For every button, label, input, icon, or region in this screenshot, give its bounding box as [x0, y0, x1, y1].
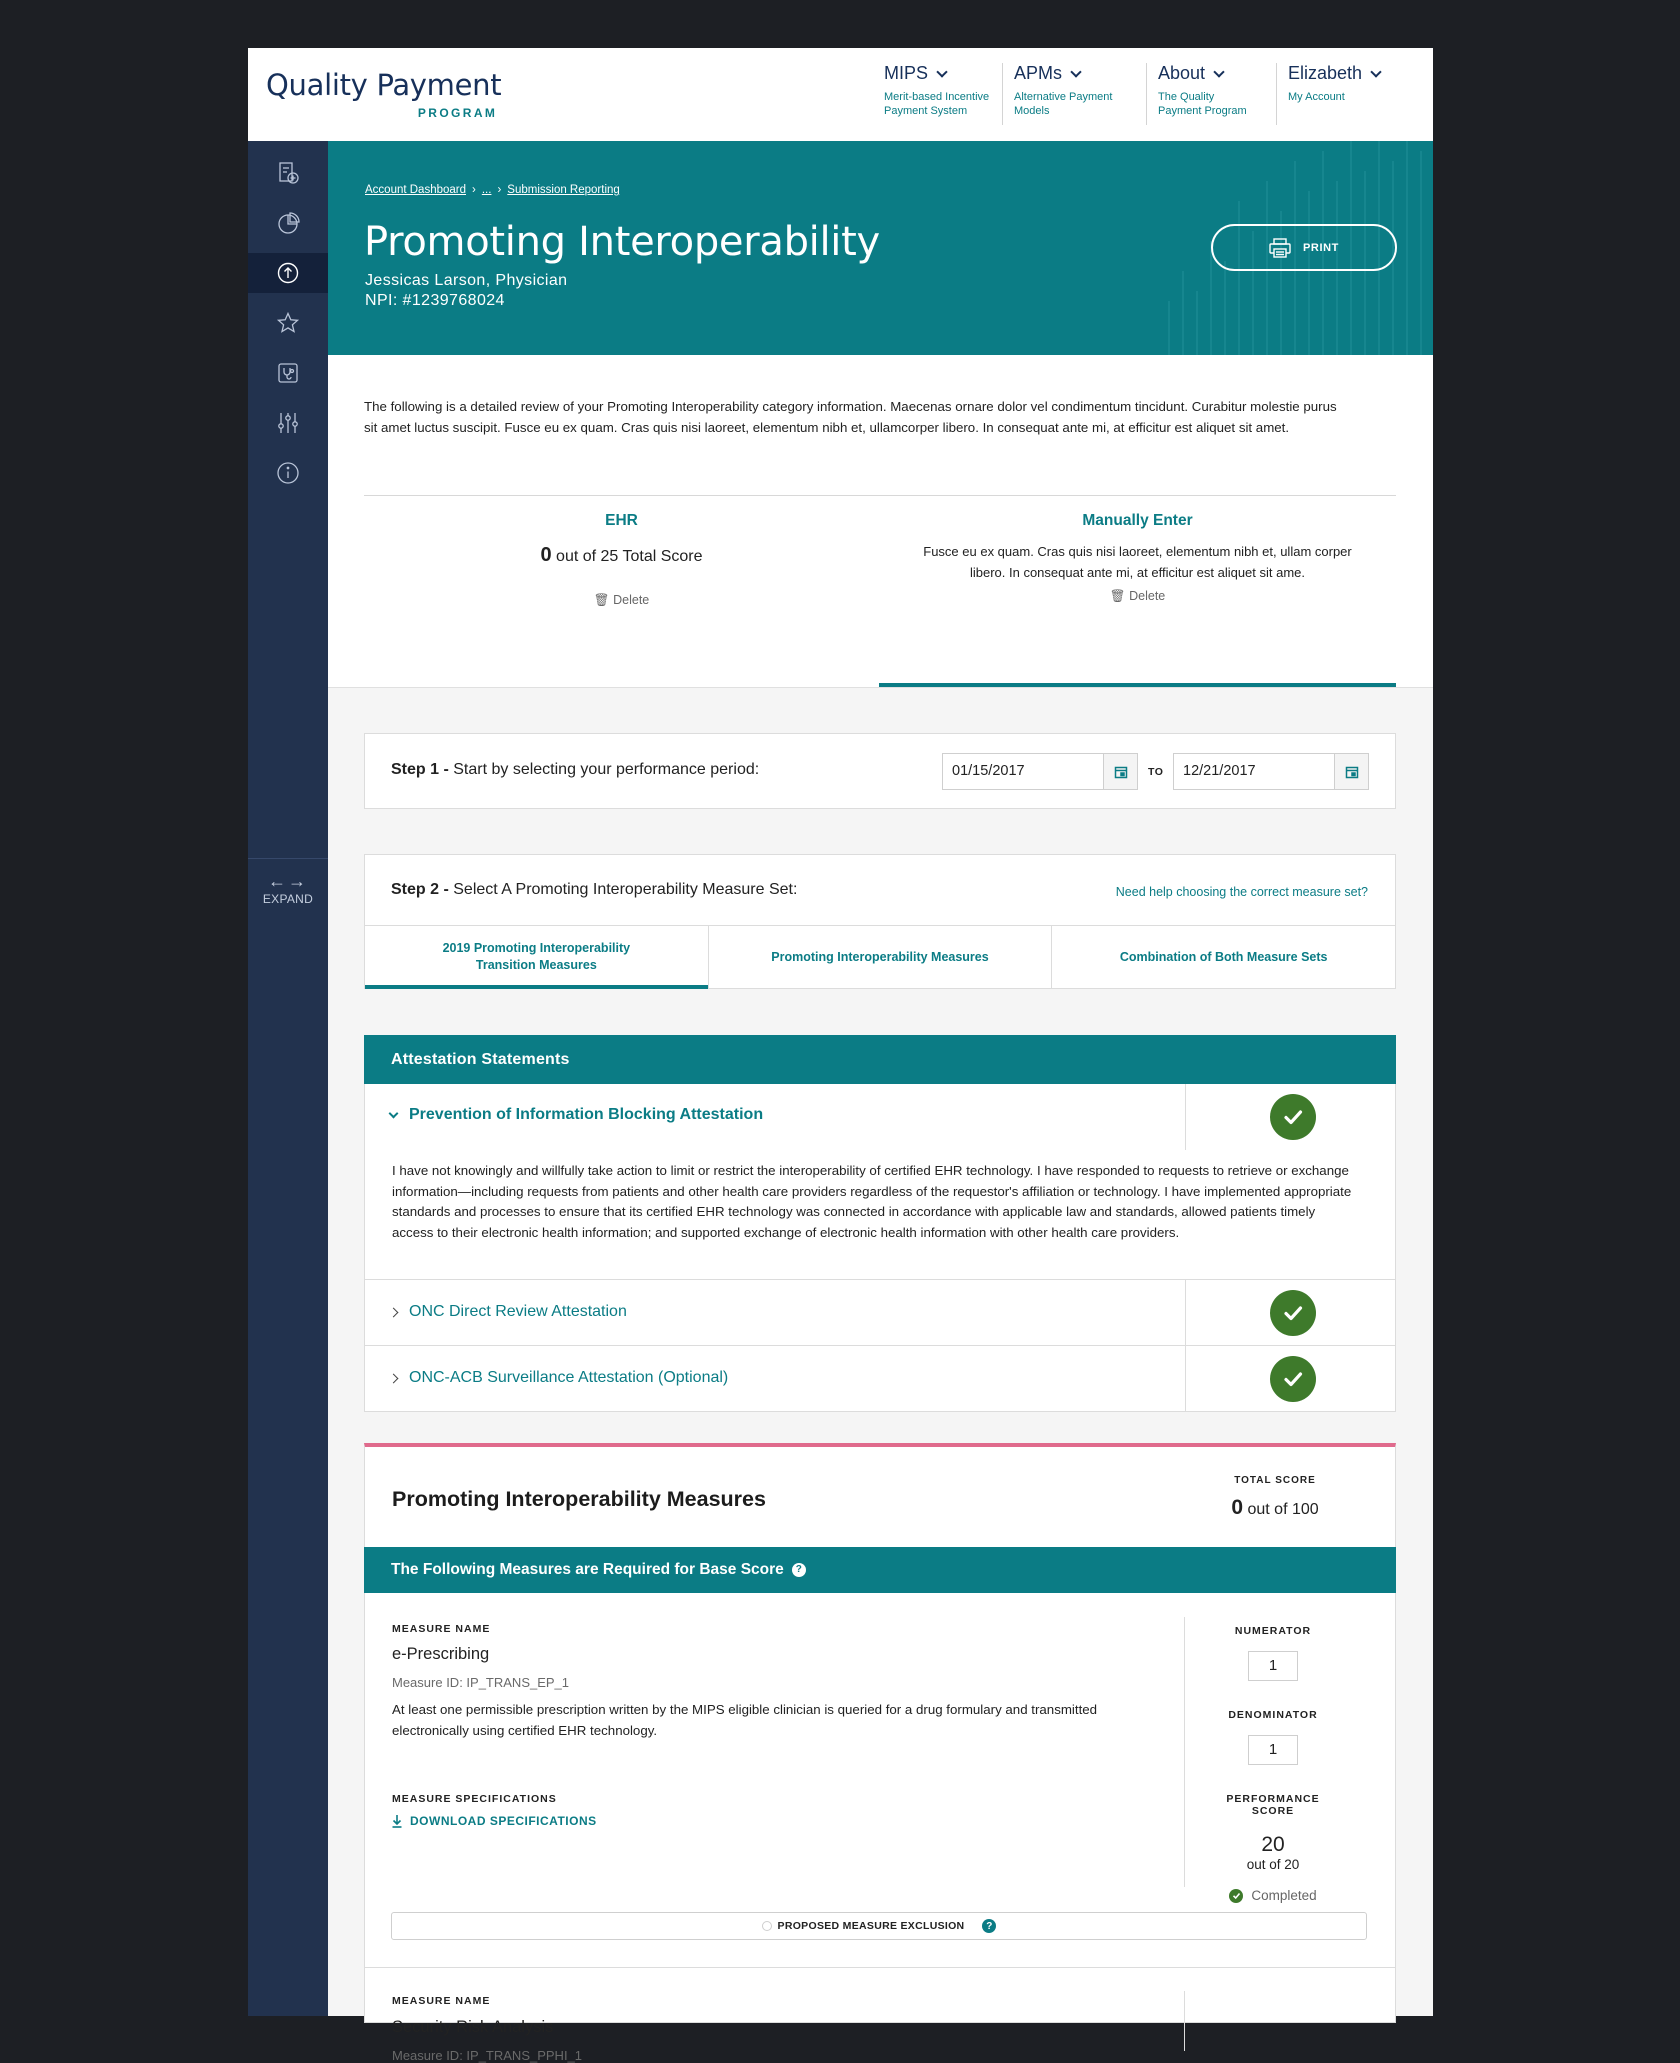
nav-mips-sub: Merit-based Incentive	[884, 91, 990, 103]
ehr-delete-button[interactable]	[364, 593, 879, 608]
sliders-icon	[275, 410, 301, 436]
base-score-header	[364, 1547, 1396, 1593]
help-icon[interactable]: ?	[982, 1919, 996, 1933]
column-divider	[1185, 1084, 1186, 1150]
info-icon	[275, 460, 301, 486]
chevron-down-icon	[1370, 66, 1381, 77]
option-ehr[interactable]	[364, 512, 879, 608]
sidebar-item-performance[interactable]	[248, 203, 328, 243]
measure-name: e-Prescribing	[392, 1645, 490, 1663]
denominator-group	[1205, 1709, 1341, 1765]
radio-button[interactable]	[762, 1921, 772, 1931]
start-date-input[interactable]	[942, 753, 1138, 790]
total-score-suffix: out of 100	[1247, 1501, 1319, 1518]
tab-label: 2019 Promoting Interoperability	[442, 941, 631, 955]
chevron-right-icon	[389, 1373, 399, 1383]
measure-name-caption: MEASURE NAME	[392, 1995, 491, 2007]
attestation-label: ONC-ACB Surveillance Attestation (Optional)	[409, 1369, 729, 1386]
trash-icon: 🗑	[1109, 589, 1126, 603]
numerator-group	[1205, 1625, 1341, 1681]
to-label: TO	[1148, 766, 1164, 778]
download-label: DOWNLOAD SPECIFICATIONS	[410, 1814, 597, 1828]
step2-prefix: Step 2 -	[391, 881, 449, 898]
performance-score-group	[1205, 1793, 1341, 1905]
breadcrumb-separator: ›	[497, 184, 502, 196]
option-manual-desc: Fusce eu ex quam. Cras quis nisi laoreet, elementum nibh et, ullam corper libero. In consequat ante mi, at efficitur est aliquet sit ame.	[923, 544, 1352, 580]
tab-label: Combination of Both Measure Sets	[1119, 949, 1328, 964]
column-divider	[1184, 1991, 1185, 2051]
measure-id: Measure ID: IP_TRANS_EP_1	[392, 1675, 570, 1690]
printer-icon	[1269, 238, 1291, 258]
attestation-row[interactable]	[365, 1345, 1395, 1411]
nav-mips-title: MIPS	[884, 63, 929, 83]
sidebar	[248, 141, 328, 2016]
performance-score-value: 20	[1261, 1833, 1285, 1856]
logo-main-text: Quality Payment	[266, 68, 502, 102]
nav-apms-title: APMs	[1014, 63, 1063, 83]
chevron-down-icon	[1213, 66, 1224, 77]
step2-card	[364, 854, 1396, 989]
check-circle-icon	[1270, 1290, 1316, 1336]
performance-score-caption: PERFORMANCE SCORE	[1226, 1793, 1320, 1817]
check-circle-icon	[1229, 1889, 1243, 1903]
step2-text: Select A Promoting Interoperability Measure Set:	[453, 881, 798, 898]
numerator-caption: NUMERATOR	[1234, 1625, 1312, 1637]
nav-about-sub: The Quality	[1158, 91, 1215, 103]
option-ehr-title: EHR	[605, 512, 638, 529]
measure-description: At least one permissible prescription written by the MIPS eligible clinician is queried for a drug formulary and transmitted electronically using certified EHR technology.	[392, 1702, 1098, 1738]
nav-about[interactable]	[1146, 63, 1247, 125]
sidebar-item-info[interactable]	[248, 453, 328, 493]
ehr-score-suffix: out of 25 Total Score	[556, 548, 703, 565]
column-divider	[1185, 1346, 1186, 1411]
top-header	[248, 48, 1433, 141]
breadcrumb-account-dashboard[interactable]: Account Dashboard	[365, 184, 467, 196]
attestation-row[interactable]	[365, 1279, 1395, 1345]
breadcrumb-separator: ›	[472, 184, 476, 196]
chevron-down-icon	[1070, 66, 1081, 77]
logo[interactable]	[266, 68, 502, 120]
ehr-score-value: 0	[540, 544, 552, 566]
nav-mips-sub2: Payment System	[884, 105, 968, 117]
measure-name-caption: MEASURE NAME	[392, 1623, 491, 1635]
sidebar-item-favorites[interactable]	[248, 303, 328, 343]
upload-icon	[275, 260, 301, 286]
numerator-input[interactable]: 1	[1248, 1651, 1298, 1681]
nav-apms-sub2: Models	[1014, 105, 1050, 117]
option-manual-title: Manually Enter	[1082, 512, 1193, 529]
help-icon[interactable]: ?	[792, 1563, 806, 1577]
base-score-label: The Following Measures are Required for Base Score	[391, 1561, 784, 1578]
step1-prefix: Step 1 -	[391, 761, 449, 778]
attestation-header: Attestation Statements	[364, 1035, 1396, 1084]
column-divider	[1185, 1280, 1186, 1345]
nav-about-title: About	[1158, 63, 1206, 83]
nav-apms-sub: Alternative Payment	[1014, 91, 1113, 103]
intro-text: The following is a detailed review of your Promoting Interoperability category information. Maecenas ornare dolor vel condimentum tincidunt. Curabitur molestie purus sit amet luctus suscipit. Fusce eu ex quam. Cras quis nisi laoreet, elementum nibh et, ullamcorper libero. In consequat ante mi, at efficitur est aliquet sit amet.	[364, 399, 1337, 435]
attestation-label: ONC Direct Review Attestation	[409, 1303, 627, 1320]
measures-title: Promoting Interoperability Measures	[392, 1487, 766, 1511]
start-date-value: 01/15/2017	[952, 763, 1025, 779]
tab-pi-measures[interactable]	[708, 926, 1052, 988]
app-frame	[248, 48, 1433, 2063]
end-date-value: 12/21/2017	[1183, 763, 1256, 779]
pie-chart-icon	[275, 210, 301, 236]
intro-section	[328, 355, 1433, 688]
tab-combination[interactable]	[1051, 926, 1395, 988]
download-icon	[392, 1815, 402, 1828]
proposed-exclusion-toggle[interactable]	[391, 1912, 1367, 1940]
manual-delete-label: Delete	[1129, 589, 1166, 603]
step1-text: Start by selecting your performance period:	[453, 761, 760, 778]
option-ehr-score	[364, 544, 879, 567]
trash-icon: 🗑	[593, 593, 610, 607]
download-specifications-link[interactable]	[392, 1814, 597, 1828]
stethoscope-icon	[275, 360, 301, 386]
nav-account-sub: My Account	[1288, 91, 1345, 103]
total-score	[1225, 1475, 1325, 1520]
sidebar-item-reports[interactable]	[248, 153, 328, 193]
measure-set-help-link[interactable]: Need help choosing the correct measure set?	[1115, 885, 1368, 899]
breadcrumb	[365, 184, 620, 196]
measure-set-tabs	[365, 925, 1395, 988]
page-hero	[328, 141, 1433, 355]
manual-delete-button[interactable]	[879, 589, 1396, 604]
chevron-down-icon	[389, 1108, 399, 1118]
sidebar-divider	[248, 858, 328, 859]
status-label: Completed	[1251, 1888, 1317, 1903]
logo-sub-text: PROGRAM	[417, 106, 498, 120]
clinician-name: Jessicas Larson, Physician	[365, 272, 568, 289]
attestation-card	[364, 1035, 1396, 1412]
divider	[365, 1967, 1395, 1968]
divider	[328, 687, 1433, 688]
chevron-right-icon	[389, 1307, 399, 1317]
nav-about-sub2: Payment Program	[1158, 105, 1247, 117]
denominator-input[interactable]: 1	[1248, 1735, 1298, 1765]
measure-spec-caption: MEASURE SPECIFICATIONS	[392, 1793, 557, 1805]
option-manual[interactable]	[879, 512, 1396, 604]
nav-account[interactable]	[1276, 63, 1380, 125]
ehr-delete-label: Delete	[613, 593, 650, 607]
step1-label	[391, 761, 759, 779]
exclusion-label: PROPOSED MEASURE EXCLUSION	[777, 1920, 965, 1932]
breadcrumb-submission-reporting[interactable]: Submission Reporting	[507, 184, 620, 196]
star-icon	[275, 310, 301, 336]
attestation-label: Prevention of Information Blocking Attestation	[409, 1106, 764, 1123]
nav-apms[interactable]	[1002, 63, 1112, 125]
end-date-input[interactable]	[1173, 753, 1369, 790]
tab-label: Promoting Interoperability Measures	[771, 949, 989, 964]
attestation-row[interactable]	[365, 1084, 1395, 1150]
attestation-body: I have not knowingly and willfully take action to limit or restrict the interoperability of certified EHR technology. I have responded to requests to retrieve or exchange information—including requests from patients and other health care providers regardless of the requestor's affiliation or technology. I have implemented appropriate standards and processes to ensure that its certified EHR technology was connected in accordance with applicable law and standards, allowed patients timely access to their electronic health information; and supported exchange of electronic health information with other health care providers.	[392, 1163, 1352, 1240]
status-badge	[1229, 1888, 1316, 1903]
print-button[interactable]	[1211, 224, 1397, 271]
measure-id: Measure ID: IP_TRANS_PPHI_1	[392, 2048, 583, 2063]
total-score-caption: TOTAL SCORE	[1234, 1475, 1316, 1486]
step1-card	[364, 733, 1396, 809]
tab-transition-measures[interactable]	[365, 926, 708, 988]
expand-sidebar-button[interactable]	[248, 871, 328, 906]
step2-label	[391, 881, 797, 899]
sidebar-item-settings[interactable]	[248, 403, 328, 443]
divider	[364, 495, 1396, 496]
expand-label: EXPAND	[262, 892, 314, 906]
performance-score-suffix: out of 20	[1246, 1857, 1300, 1872]
page-title: Promoting Interoperability	[364, 219, 880, 265]
calendar-icon[interactable]	[1334, 754, 1368, 789]
check-circle-icon	[1270, 1356, 1316, 1402]
column-divider	[1184, 1617, 1185, 1887]
expand-arrows-icon: ←→	[268, 871, 308, 891]
sidebar-item-submission[interactable]	[248, 253, 328, 293]
sidebar-item-clinical[interactable]	[248, 353, 328, 393]
nav-account-title: Elizabeth	[1288, 63, 1363, 83]
chevron-down-icon	[936, 66, 947, 77]
breadcrumb-ellipsis[interactable]: ...	[481, 184, 492, 196]
clinician-npi: NPI: #1239768024	[365, 292, 505, 309]
denominator-caption: DENOMINATOR	[1228, 1709, 1318, 1721]
measures-card	[364, 1443, 1396, 2063]
total-score-value: 0	[1231, 1496, 1244, 1519]
measure-name: Security Risk Analysis	[392, 2018, 554, 2036]
calendar-icon[interactable]	[1103, 754, 1137, 789]
clipboard-icon	[275, 160, 301, 186]
nav-mips[interactable]	[884, 63, 989, 125]
print-label: PRINT	[1303, 241, 1339, 254]
check-circle-icon	[1270, 1094, 1316, 1140]
tab-label: Transition Measures	[475, 958, 597, 972]
